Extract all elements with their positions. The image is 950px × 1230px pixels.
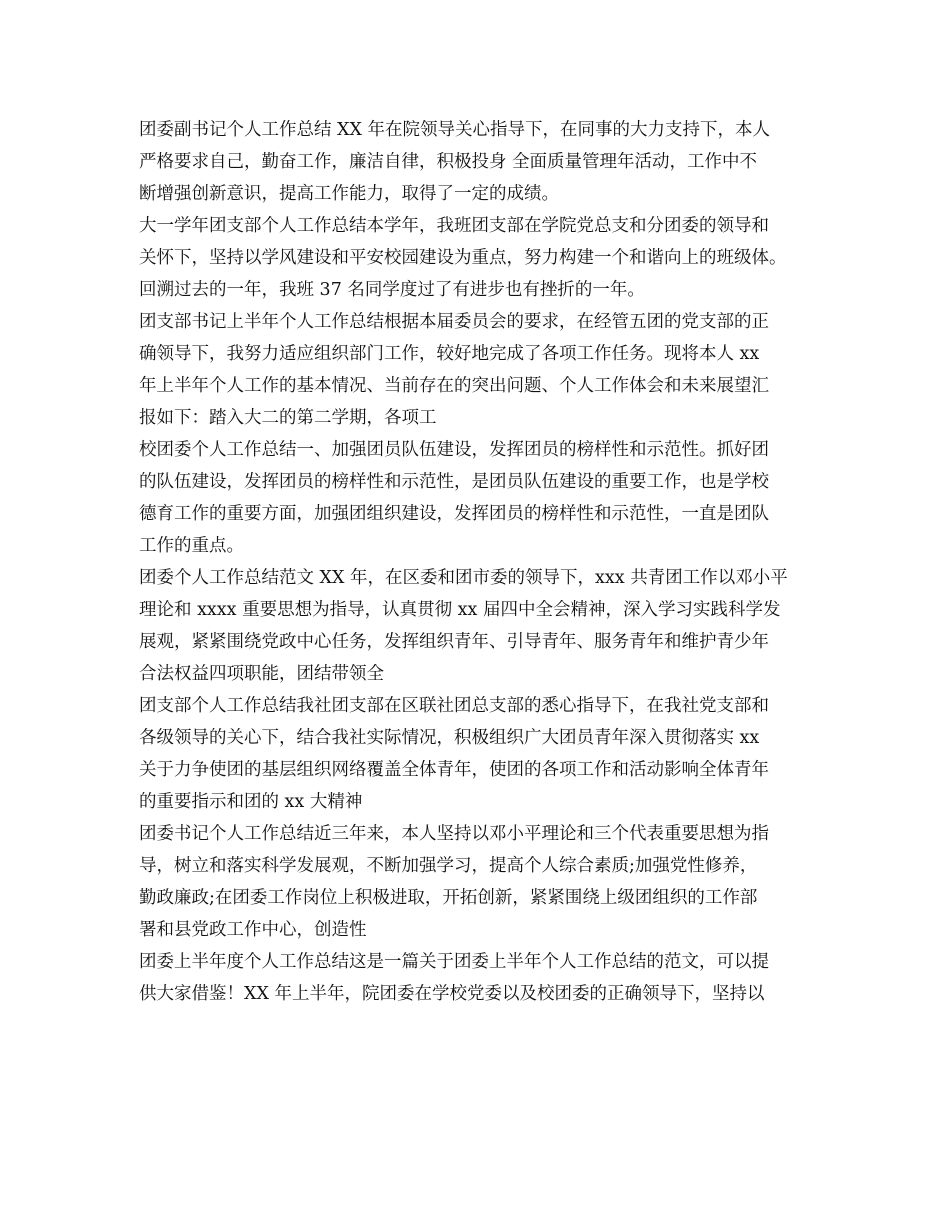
paragraph <box>139 690 829 818</box>
text-line: 校团委个人工作总结一、加强团员队伍建设，发挥团员的榜样性和示范性。抓好团 <box>139 440 769 460</box>
document-body <box>139 114 829 1010</box>
text-line: 理论和 xxxx 重要思想为指导，认真贯彻 xx 届四中全会精神，深入学习实践科学发 <box>139 600 781 620</box>
paragraph <box>139 562 829 690</box>
text-line: 的队伍建设，发挥团员的榜样性和示范性，是团员队伍建设的重要工作，也是学校 <box>139 472 769 492</box>
text-line: 团委书记个人工作总结近三年来，本人坚持以邓小平理论和三个代表重要思想为指 <box>139 824 769 844</box>
text-line: 团委副书记个人工作总结 XX 年在院领导关心指导下，在同事的大力支持下，本人 <box>139 120 771 140</box>
text-line: 各级领导的关心下，结合我社实际情况，积极组织广大团员青年深入贯彻落实 xx <box>139 728 760 748</box>
text-line: 团委个人工作总结范文 XX 年，在区委和团市委的领导下，xxx 共青团工作以邓小平 <box>139 568 788 588</box>
text-line: 团支部个人工作总结我社团支部在区联社团总支部的悉心指导下，在我社党支部和 <box>139 696 769 716</box>
text-line: 回溯过去的一年，我班 37 名同学度过了有进步也有挫折的一年。 <box>139 280 645 300</box>
text-line: 勤政廉政;在团委工作岗位上积极进取，开拓创新，紧紧围绕上级团组织的工作部 <box>139 888 758 908</box>
text-line: 的重要指示和团的 xx 大精神 <box>139 792 363 812</box>
text-line: 确领导下，我努力适应组织部门工作，较好地完成了各项工作任务。现将本人 xx <box>139 344 760 364</box>
paragraph <box>139 306 829 434</box>
text-line: 报如下：踏入大二的第二学期，各项工 <box>139 408 437 428</box>
paragraph <box>139 946 829 1010</box>
text-line: 团委上半年度个人工作总结这是一篇关于团委上半年个人工作总结的范文，可以提 <box>139 952 769 972</box>
text-line: 年上半年个人工作的基本情况、当前存在的突出问题、个人工作体会和未来展望汇 <box>139 376 769 396</box>
paragraph <box>139 818 829 946</box>
text-line: 署和县党政工作中心，创造性 <box>139 920 367 940</box>
text-line: 严格要求自己，勤奋工作，廉洁自律，积极投身 全面质量管理年活动，工作中不 <box>139 152 758 172</box>
text-line: 展观，紧紧围绕党政中心任务，发挥组织青年、引导青年、服务青年和维护青少年 <box>139 632 769 652</box>
text-line: 大一学年团支部个人工作总结本学年，我班团支部在学院党总支和分团委的领导和 <box>139 216 769 236</box>
paragraph <box>139 434 829 562</box>
text-line: 团支部书记上半年个人工作总结根据本届委员会的要求，在经管五团的党支部的正 <box>139 312 769 332</box>
paragraph <box>139 210 829 306</box>
text-line: 关于力争使团的基层组织网络覆盖全体青年，使团的各项工作和活动影响全体青年 <box>139 760 769 780</box>
text-line: 德育工作的重要方面，加强团组织建设，发挥团员的榜样性和示范性，一直是团队 <box>139 504 769 524</box>
text-line: 断增强创新意识，提高工作能力，取得了一定的成绩。 <box>139 184 559 204</box>
text-line: 关怀下，坚持以学风建设和平安校园建设为重点，努力构建一个和谐向上的班级体。 <box>139 248 787 268</box>
text-line: 工作的重点。 <box>139 536 244 556</box>
text-line: 导，树立和落实科学发展观，不断加强学习，提高个人综合素质;加强党性修养， <box>139 856 758 876</box>
paragraph <box>139 114 829 210</box>
text-line: 供大家借鉴！XX 年上半年，院团委在学校党委以及校团委的正确领导下，坚持以 <box>139 984 765 1004</box>
text-line: 合法权益四项职能，团结带领全 <box>139 664 384 684</box>
